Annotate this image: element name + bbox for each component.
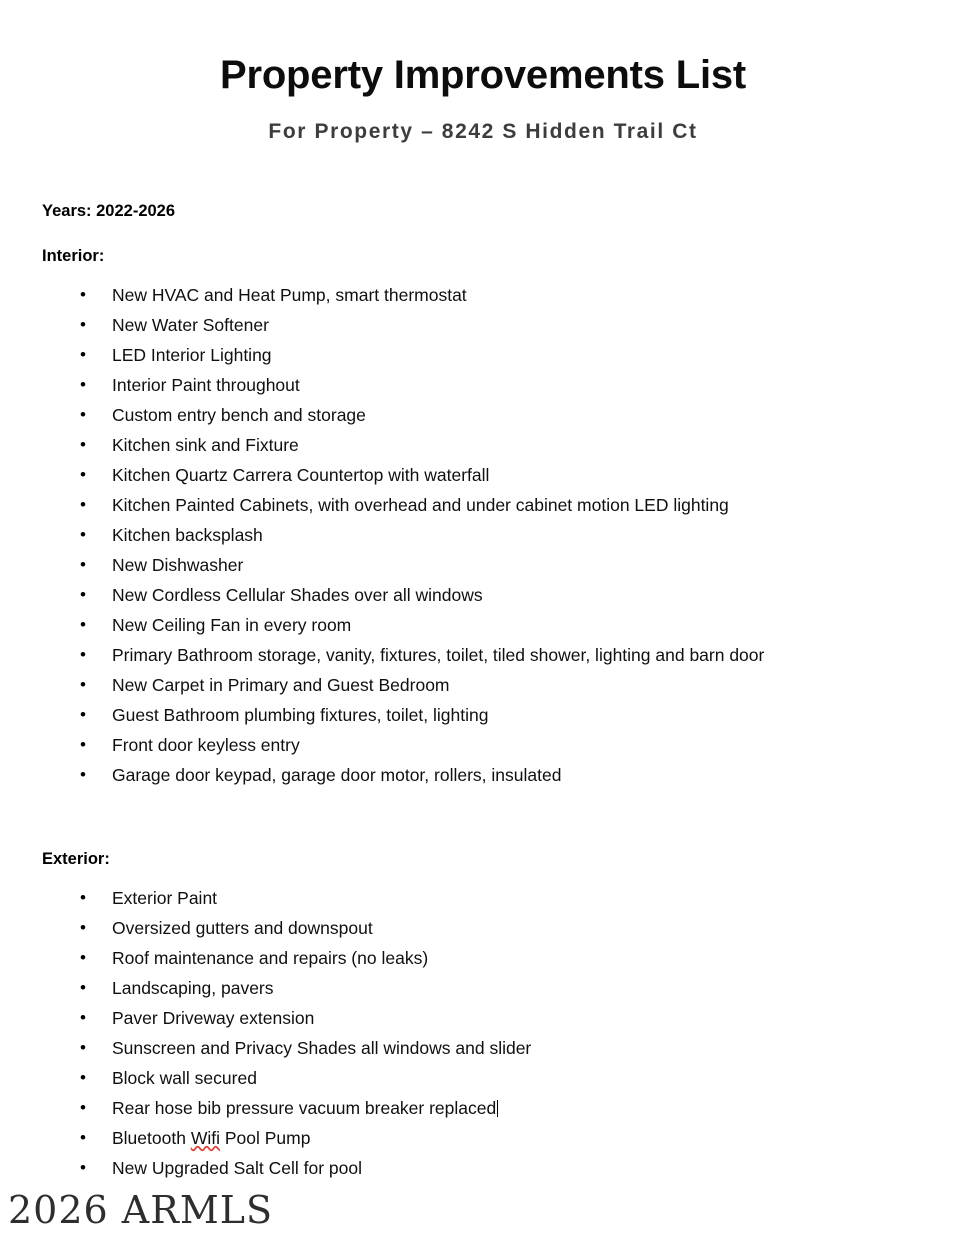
list-item: • Exterior Paint	[42, 883, 924, 913]
section-heading-exterior: Exterior:	[42, 850, 110, 868]
list-item: • Interior Paint throughout	[42, 370, 924, 400]
list-item-misspelled	[42, 1123, 924, 1153]
list-item: • Kitchen sink and Fixture	[42, 430, 924, 460]
list-item: • LED Interior Lighting	[42, 340, 924, 370]
years-label: Years: 2022-2026	[42, 202, 176, 220]
list-item: • New Carpet in Primary and Guest Bedroom	[42, 670, 924, 700]
list-item: • Roof maintenance and repairs (no leaks)	[42, 943, 924, 973]
list-item: • Guest Bathroom plumbing fixtures, toilet, lighting	[42, 700, 924, 730]
exterior-improvements-list	[42, 883, 924, 1183]
list-item: • New Dishwasher	[42, 550, 924, 580]
text-cursor	[497, 1100, 498, 1117]
list-item-with-caret	[42, 1093, 924, 1123]
section-spacer	[42, 790, 924, 850]
list-item: • New Cordless Cellular Shades over all windows	[42, 580, 924, 610]
watermark: 2026 ARMLS	[8, 1188, 274, 1232]
list-item: • Oversized gutters and downspout	[42, 913, 924, 943]
list-item: • Kitchen backsplash	[42, 520, 924, 550]
list-item: • New HVAC and Heat Pump, smart thermostat	[42, 280, 924, 310]
list-item: • Paver Driveway extension	[42, 1003, 924, 1033]
list-item: • Kitchen Quartz Carrera Countertop with waterfall	[42, 460, 924, 490]
interior-improvements-list	[42, 280, 924, 790]
section-heading-interior: Interior:	[42, 247, 105, 265]
list-item: • Custom entry bench and storage	[42, 400, 924, 430]
list-item: • Front door keyless entry	[42, 730, 924, 760]
list-item: • Landscaping, pavers	[42, 973, 924, 1003]
document-body	[0, 202, 966, 1183]
list-item: • Sunscreen and Privacy Shades all windows and slider	[42, 1033, 924, 1063]
list-item-text: Bluetooth Wifi Pool Pump	[112, 1128, 311, 1148]
list-item-text: Rear hose bib pressure vacuum breaker replaced	[112, 1098, 497, 1118]
spellcheck-underline: Wifi	[190, 1128, 220, 1148]
list-item: • Block wall secured	[42, 1063, 924, 1093]
list-item: • New Ceiling Fan in every room	[42, 610, 924, 640]
page-subtitle: For Property – 8242 S Hidden Trail Ct	[268, 120, 698, 143]
list-item: • Primary Bathroom storage, vanity, fixtures, toilet, tiled shower, lighting and barn door	[42, 640, 924, 670]
list-item: • New Upgraded Salt Cell for pool	[42, 1153, 924, 1183]
list-item: • Garage door keypad, garage door motor, rollers, insulated	[42, 760, 924, 790]
list-item: • Kitchen Painted Cabinets, with overhead and under cabinet motion LED lighting	[42, 490, 924, 520]
page-title: Property Improvements List	[219, 53, 747, 97]
list-item: • New Water Softener	[42, 310, 924, 340]
